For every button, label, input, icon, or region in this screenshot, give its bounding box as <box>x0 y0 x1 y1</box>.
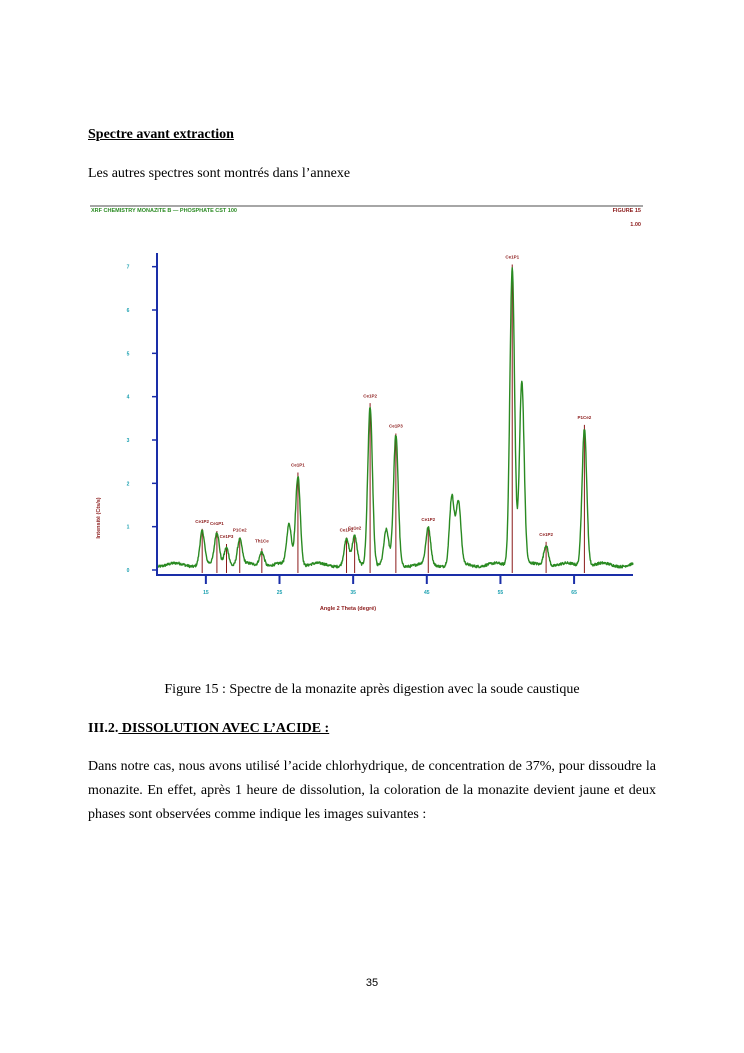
chart-header-scale: 1.00 <box>630 222 641 228</box>
peak-label-1: Ce1P1 <box>210 521 224 527</box>
peak-label-12: Ce1P2 <box>539 532 553 537</box>
peak-label-11: Ce1P1 <box>505 254 520 260</box>
chart-header-right: FIGURE 15 <box>612 208 641 214</box>
figure-caption: Figure 15 : Spectre de la monazite après digestion avec la soude caustique <box>164 682 580 697</box>
x-tick-label-3: 45 <box>424 590 430 596</box>
y-tick-label-3: 3 <box>126 438 130 444</box>
y-tick-label-1: 1 <box>126 524 130 531</box>
x-tick-label-0: 15 <box>203 590 209 596</box>
chart-header-left: XRF CHEMISTRY MONAZITE B — PHOSPHATE CST 100 <box>91 208 237 214</box>
peak-label-4: Th1Ce <box>254 538 269 544</box>
section-body: Dans notre cas, nous avons utilisé l’acide chlorhydrique, de concentration de 37%, pour dissoudre la monazite. En effet, après 1 heure de dissolution, la coloration de la monazite devient jaune et deux phases sont observées comme indique les images suivantes : <box>88 759 656 822</box>
peak-label-5: Ce1P1 <box>291 462 305 468</box>
section-title: DISSOLUTION AVEC L’ACIDE : <box>118 721 330 736</box>
peak-label-2: Ce1P3 <box>219 534 234 540</box>
peak-label-9: Ce1P3 <box>388 423 403 429</box>
peak-marker-lines <box>202 265 584 574</box>
peak-label-6: Ce1P2 <box>339 527 354 533</box>
xrd-spectrum-chart <box>88 198 648 623</box>
x-tick-label-2: 35 <box>350 590 356 596</box>
peak-label-0: Ce1P2 <box>195 519 210 524</box>
page-number: 35 <box>365 977 379 989</box>
y-tick-label-5: 5 <box>126 351 130 358</box>
y-tick-label-4: 4 <box>126 394 130 401</box>
peak-label-10: Ce1P2 <box>421 516 436 522</box>
section-number: III.2. <box>88 721 119 736</box>
peak-label-3: P1Ce2 <box>232 527 247 533</box>
y-axis-label: Intensité (Cts/s) <box>96 497 102 539</box>
y-tick-label-6: 6 <box>126 308 130 314</box>
x-tick-label-4: 55 <box>497 590 504 596</box>
section-heading: Spectre avant extraction <box>88 127 234 142</box>
x-axis-label: Angle 2 Theta (degré) <box>319 606 377 612</box>
y-tick-label-7: 7 <box>126 264 130 271</box>
y-axis-ticks <box>127 265 158 574</box>
x-tick-label-1: 25 <box>276 590 283 596</box>
x-axis-ticks <box>203 575 577 596</box>
y-tick-label-0: 0 <box>126 568 130 574</box>
intro-paragraph: Les autres spectres sont montrés dans l’annexe <box>88 166 351 181</box>
peak-label-13: P1Ce2 <box>577 415 592 420</box>
section-heading-row <box>88 719 329 737</box>
peak-label-7: Ce1e2 <box>347 525 362 531</box>
peak-label-8: Ce1P2 <box>363 393 377 399</box>
x-tick-label-5: 65 <box>571 590 577 596</box>
y-tick-label-2: 2 <box>126 481 130 488</box>
